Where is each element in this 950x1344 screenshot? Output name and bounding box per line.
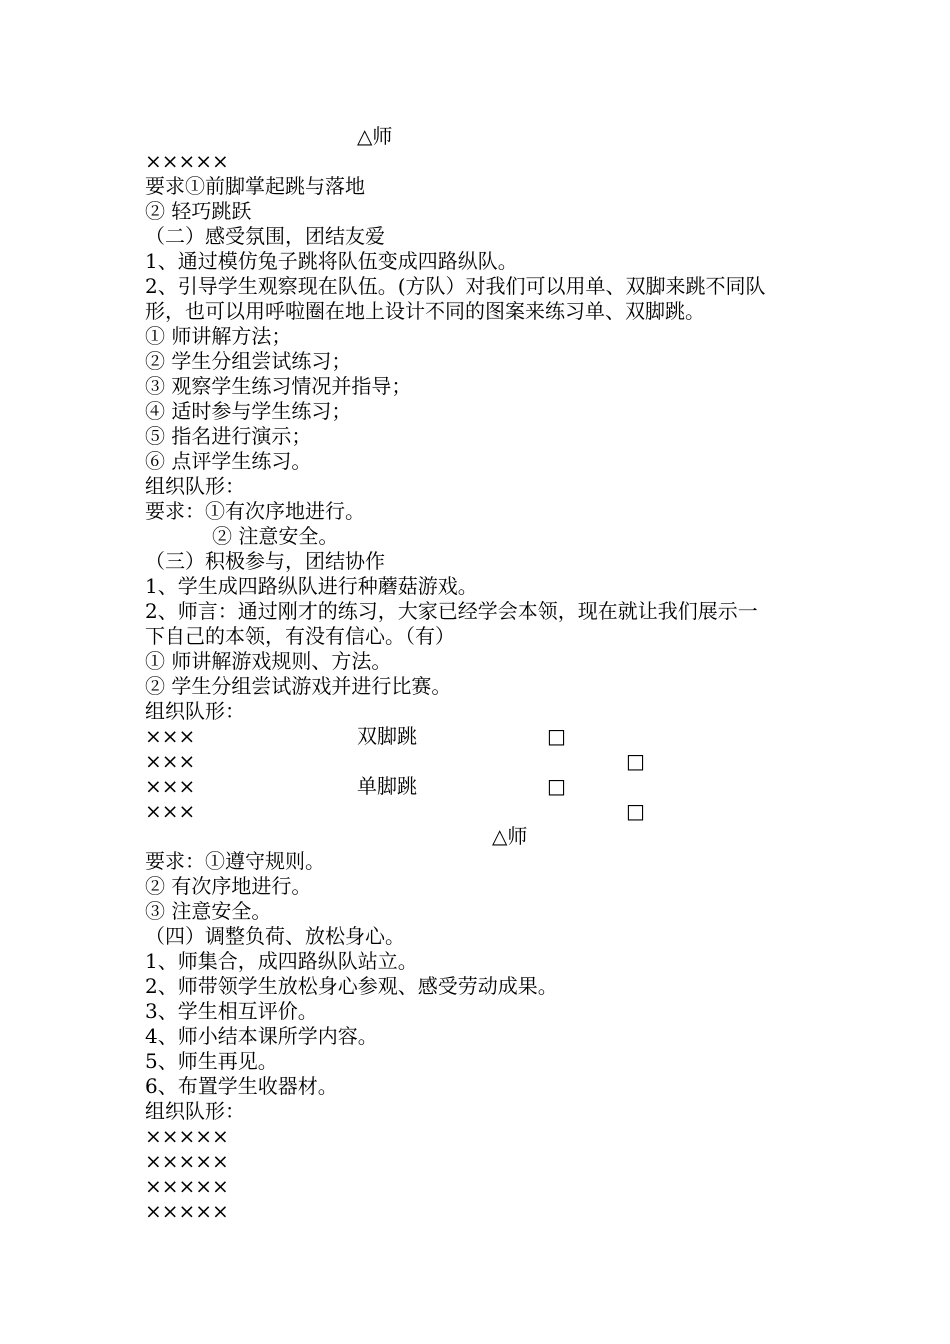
text-line: 3、学生相互评价。 bbox=[145, 999, 318, 1023]
requirement-line: 要求：①有次序地进行。 bbox=[145, 499, 365, 523]
requirement-line: ② 轻巧跳跃 bbox=[145, 199, 252, 223]
hoop-marker: □ bbox=[626, 799, 645, 823]
section-heading: （三）积极参与，团结协作 bbox=[145, 549, 385, 573]
formation-label: 组织队形： bbox=[145, 474, 245, 498]
text-line: 2、师带领学生放松身心参观、感受劳动成果。 bbox=[145, 974, 558, 998]
formation-label: 组织队形： bbox=[145, 1099, 245, 1123]
hoop-marker: □ bbox=[626, 749, 645, 773]
teacher-marker: △师 bbox=[357, 124, 393, 148]
step-line: ⑤ 指名进行演示； bbox=[145, 424, 312, 448]
step-line: ① 师讲解游戏规则、方法。 bbox=[145, 649, 392, 673]
formation-row: ××××× bbox=[145, 1149, 229, 1173]
single-foot-label: 单脚跳 bbox=[357, 774, 417, 798]
step-line: ② 学生分组尝试练习； bbox=[145, 349, 352, 373]
hoop-marker: □ bbox=[547, 774, 566, 798]
step-line: ③ 观察学生练习情况并指导； bbox=[145, 374, 412, 398]
formation-row: ××× bbox=[145, 749, 196, 773]
step-line: ⑥ 点评学生练习。 bbox=[145, 449, 312, 473]
formation-row: ××××× bbox=[145, 149, 229, 173]
requirement-line: 要求：①遵守规则。 bbox=[145, 849, 325, 873]
teacher-marker: △师 bbox=[492, 824, 528, 848]
requirement-line: ③ 注意安全。 bbox=[145, 899, 272, 923]
text-line: 1、师集合，成四路纵队站立。 bbox=[145, 949, 418, 973]
text-line: 6、布置学生收器材。 bbox=[145, 1074, 338, 1098]
formation-row: ××××× bbox=[145, 1174, 229, 1198]
formation-row: ××××× bbox=[145, 1124, 229, 1148]
section-heading: （四）调整负荷、放松身心。 bbox=[145, 924, 405, 948]
formation-row: ××××× bbox=[145, 1199, 229, 1223]
step-line: ① 师讲解方法； bbox=[145, 324, 292, 348]
formation-row: ××× bbox=[145, 774, 196, 798]
text-line: 形，也可以用呼啦圈在地上设计不同的图案来练习单、双脚跳。 bbox=[145, 299, 705, 323]
text-line: 1、学生成四路纵队进行种蘑菇游戏。 bbox=[145, 574, 478, 598]
hoop-marker: □ bbox=[547, 724, 566, 748]
formation-label: 组织队形： bbox=[145, 699, 245, 723]
formation-row: ××× bbox=[145, 799, 196, 823]
step-line: ④ 适时参与学生练习； bbox=[145, 399, 352, 423]
requirement-line: ② 注意安全。 bbox=[212, 524, 339, 548]
text-line: 4、师小结本课所学内容。 bbox=[145, 1024, 378, 1048]
requirement-line: ② 有次序地进行。 bbox=[145, 874, 312, 898]
section-heading: （二）感受氛围，团结友爱 bbox=[145, 224, 385, 248]
double-foot-label: 双脚跳 bbox=[357, 724, 417, 748]
text-line: 2、引导学生观察现在队伍。(方队）对我们可以用单、双脚来跳不同队 bbox=[145, 274, 766, 298]
text-line: 5、师生再见。 bbox=[145, 1049, 278, 1073]
requirement-line: 要求①前脚掌起跳与落地 bbox=[145, 174, 365, 198]
text-line: 下自己的本领，有没有信心。（有） bbox=[145, 624, 455, 648]
formation-row: ××× bbox=[145, 724, 196, 748]
text-line: 2、师言：通过刚才的练习，大家已经学会本领，现在就让我们展示一 bbox=[145, 599, 758, 623]
step-line: ② 学生分组尝试游戏并进行比赛。 bbox=[145, 674, 452, 698]
text-line: 1、通过模仿兔子跳将队伍变成四路纵队。 bbox=[145, 249, 518, 273]
